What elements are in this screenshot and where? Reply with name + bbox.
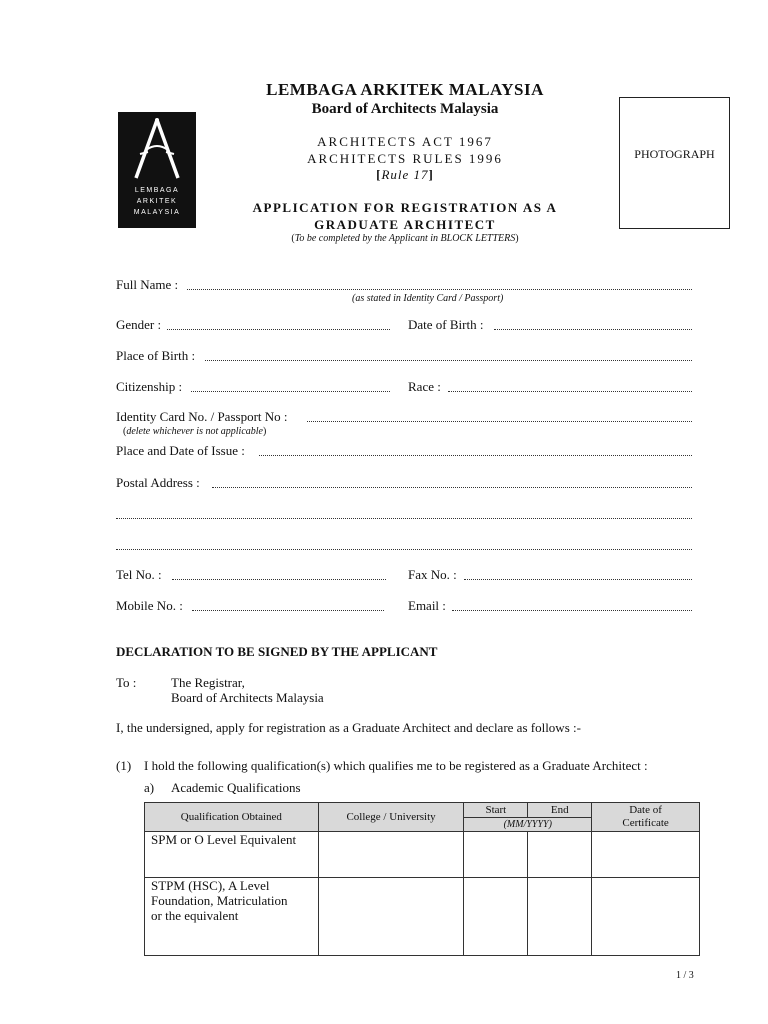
header-start: Start	[464, 803, 528, 818]
row2-college-cell[interactable]	[318, 878, 464, 956]
row2-end-cell[interactable]	[528, 878, 592, 956]
to-line2: Board of Architects Malaysia	[171, 690, 324, 705]
form-title-line2: GRADUATE ARCHITECT	[314, 217, 496, 232]
postal-address-field-line2[interactable]	[116, 518, 692, 519]
fax-field[interactable]	[464, 579, 692, 580]
header-qualification: Qualification Obtained	[145, 803, 319, 832]
form-title-line1: APPLICATION FOR REGISTRATION AS A	[252, 200, 558, 215]
header-date-format: (MM/YYYY)	[464, 818, 592, 832]
logo-text-line1: LEMBAGA	[134, 187, 180, 194]
photograph-box[interactable]	[619, 97, 730, 229]
full-name-note-open: (	[352, 293, 356, 304]
row1-college-cell[interactable]	[318, 832, 464, 878]
row1-date-cell[interactable]	[592, 832, 700, 878]
id-note	[123, 426, 266, 437]
board-logo	[118, 112, 196, 228]
place-date-issue-label: Place and Date of Issue :	[116, 443, 245, 458]
dob-label: Date of Birth :	[408, 317, 484, 332]
row1-start-cell[interactable]	[464, 832, 528, 878]
email-field[interactable]	[452, 610, 692, 611]
logo-text-line2: ARKITEK	[136, 198, 178, 205]
header-date-of-certificate	[592, 803, 700, 832]
header-end: End	[528, 803, 592, 818]
place-of-birth-label: Place of Birth :	[116, 348, 196, 363]
page-number: 1 / 3	[676, 970, 694, 981]
full-name-note-text: as stated in Identity Card / Passport	[355, 293, 500, 304]
tel-field[interactable]	[172, 579, 386, 580]
id-note-close: )	[262, 426, 267, 437]
row1-qualification: SPM or O Level Equivalent	[145, 832, 319, 878]
item1-number: (1)	[116, 758, 132, 773]
row2-text-line3: or the equivalent	[151, 908, 239, 923]
table-row	[145, 832, 700, 878]
id-no-field[interactable]	[307, 421, 692, 422]
id-note-text: delete whichever is not applicable	[126, 426, 263, 437]
citizenship-label: Citizenship :	[116, 379, 183, 394]
declaration-statement: I, the undersigned, apply for registration as a Graduate Architect and declare as follows :-	[116, 720, 581, 735]
email-label: Email :	[408, 598, 446, 613]
postal-address-field-line3[interactable]	[116, 549, 692, 550]
row1-end-cell[interactable]	[528, 832, 592, 878]
sub-a-number: a)	[144, 780, 155, 795]
full-name-label: Full Name :	[116, 277, 179, 292]
id-no-label: Identity Card No. / Passport No :	[116, 409, 288, 424]
row2-start-cell[interactable]	[464, 878, 528, 956]
race-field[interactable]	[448, 391, 692, 392]
instructions-paren-close: )	[515, 233, 519, 244]
rules-title: ARCHITECTS RULES 1996	[307, 151, 503, 166]
declaration-heading: DECLARATION TO BE SIGNED BY THE APPLICANT	[116, 644, 438, 659]
instructions-text: To be completed by the Applicant in BLOCK LETTERS	[294, 233, 516, 244]
rule-bracket-open: [	[376, 167, 382, 182]
gender-label: Gender :	[116, 317, 162, 332]
org-name-english: Board of Architects Malaysia	[311, 101, 499, 117]
place-date-issue-field[interactable]	[259, 455, 692, 456]
full-name-field[interactable]	[187, 289, 692, 290]
row2-date-cell[interactable]	[592, 878, 700, 956]
race-label: Race :	[408, 379, 441, 394]
to-label: To :	[116, 675, 137, 690]
fax-label: Fax No. :	[408, 567, 457, 582]
arch-emblem-icon	[118, 112, 196, 192]
rule-number: Rule 17	[381, 167, 429, 182]
postal-address-field-line1[interactable]	[212, 487, 692, 488]
org-name-malay: LEMBAGA ARKITEK MALAYSIA	[266, 80, 544, 99]
full-name-note	[352, 293, 503, 304]
header-date-of-label: Date of	[629, 804, 662, 816]
mobile-label: Mobile No. :	[116, 598, 183, 613]
sub-a-text: Academic Qualifications	[171, 780, 301, 795]
row2-text-line1: STPM (HSC), A Level	[151, 878, 270, 893]
act-title: ARCHITECTS ACT 1967	[317, 134, 493, 149]
photograph-label: PHOTOGRAPH	[634, 147, 715, 161]
dob-field[interactable]	[494, 329, 692, 330]
table-row	[145, 878, 700, 956]
to-line1: The Registrar,	[171, 675, 245, 690]
header-college: College / University	[318, 803, 464, 832]
logo-text-line3: MALAYSIA	[133, 209, 181, 216]
academic-qualifications-table	[144, 802, 700, 956]
place-of-birth-field[interactable]	[205, 360, 692, 361]
table-header-row	[145, 803, 700, 818]
row2-qualification	[145, 878, 319, 956]
id-note-open: (	[123, 426, 127, 437]
instructions-paren-open: (	[291, 233, 295, 244]
row2-text-line2: Foundation, Matriculation	[151, 893, 288, 908]
gender-field[interactable]	[167, 329, 390, 330]
mobile-field[interactable]	[192, 610, 384, 611]
instructions	[205, 233, 605, 244]
postal-address-label: Postal Address :	[116, 475, 200, 490]
rule-bracket-close: ]	[428, 167, 434, 182]
header-certificate-label: Certificate	[622, 817, 669, 829]
item1-text: I hold the following qualification(s) which qualifies me to be registered as a Graduate Architect :	[144, 758, 648, 773]
tel-label: Tel No. :	[116, 567, 162, 582]
rule-reference	[205, 167, 605, 183]
full-name-note-close: )	[499, 293, 504, 304]
citizenship-field[interactable]	[191, 391, 390, 392]
